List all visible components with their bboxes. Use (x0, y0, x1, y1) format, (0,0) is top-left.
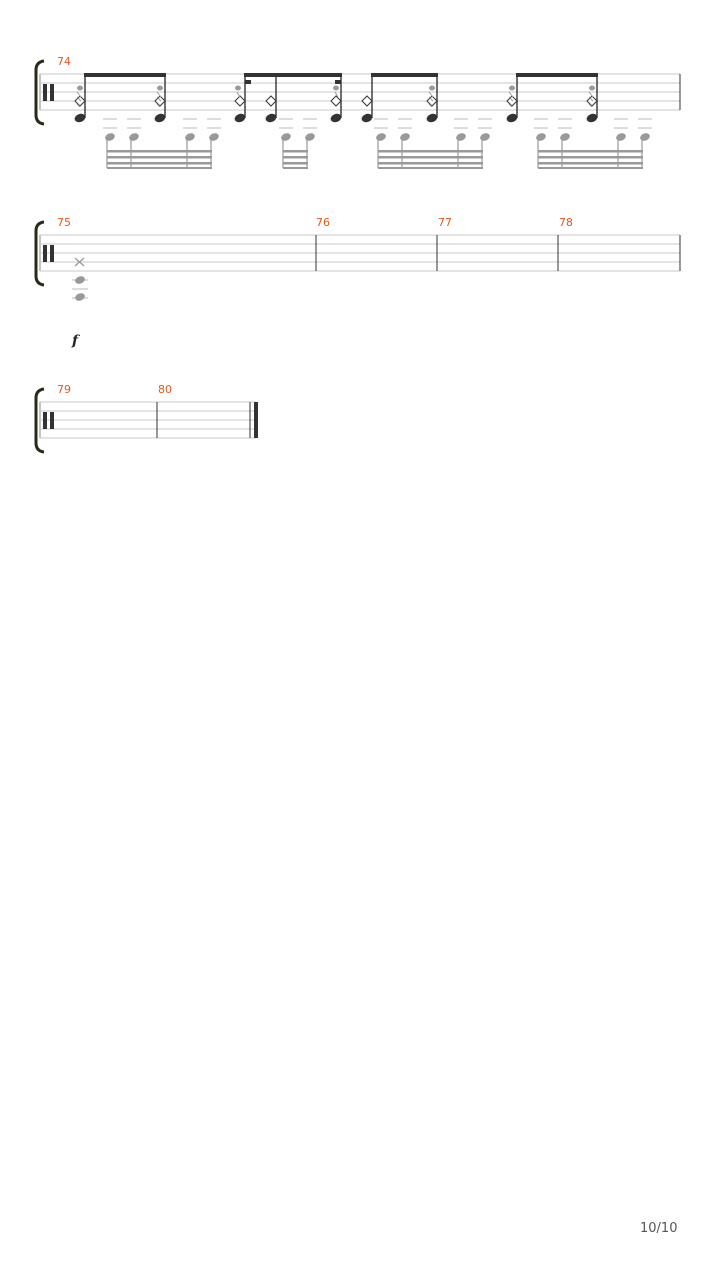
crash-chord (72, 258, 88, 302)
measure-number: 79 (57, 383, 71, 396)
forte-dynamic-icon: f (72, 333, 79, 349)
measure-number: 78 (559, 216, 573, 229)
diamond-note-head (427, 96, 437, 106)
diamond-note-head (235, 96, 245, 106)
page-number: 10/10 (640, 1221, 678, 1236)
system-2 (36, 216, 680, 349)
stems (85, 75, 597, 118)
diamond-note-head (155, 96, 165, 106)
bass-drum-notes (73, 112, 598, 123)
measure-number: 75 (57, 216, 71, 229)
measure-number: 76 (316, 216, 330, 229)
measure-number: 77 (438, 216, 452, 229)
diamond-note-head (362, 96, 372, 106)
diamond-note-head (266, 96, 276, 106)
diamond-note-head (331, 96, 341, 106)
ghost-notes (103, 119, 652, 169)
diamond-note-head (587, 96, 597, 106)
staff-lines (40, 235, 680, 271)
measure-number: 80 (158, 383, 172, 396)
measure-number: 74 (57, 55, 71, 68)
diamond-note-head (75, 96, 85, 106)
diamond-note-head (507, 96, 517, 106)
system-3 (36, 383, 258, 452)
system-1 (36, 55, 680, 169)
staff-lines (40, 74, 680, 110)
staff-lines (40, 402, 256, 438)
